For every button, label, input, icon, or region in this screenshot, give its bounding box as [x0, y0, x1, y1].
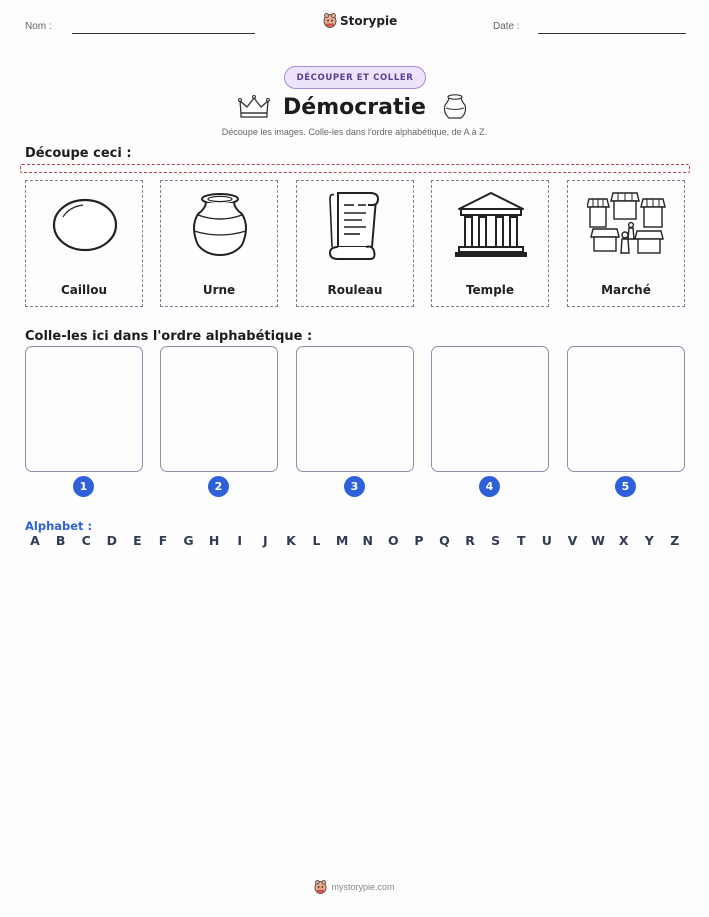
market-icon [587, 187, 667, 261]
alphabet-letter: X [618, 533, 629, 548]
mascot-icon [323, 13, 337, 28]
paste-slot-1[interactable] [25, 346, 143, 472]
alphabet-letter: K [286, 533, 296, 548]
alphabet-letter: C [81, 533, 91, 548]
paste-section-title: Colle-les ici dans l'ordre alphabétique : [25, 329, 313, 344]
pebble-icon [45, 187, 125, 261]
alphabet-title: Alphabet : [25, 519, 93, 533]
alphabet-letter: B [55, 533, 66, 548]
cut-section-title: Découpe ceci : [25, 146, 132, 161]
paste-slot-2[interactable] [160, 346, 278, 472]
footer [0, 880, 709, 894]
brand-name: Storypie [340, 13, 398, 28]
alphabet-letter: G [183, 533, 194, 548]
name-field-line[interactable] [72, 33, 255, 34]
card-label: Rouleau [327, 283, 383, 297]
instructions: Découpe les images. Colle-les dans l'ordre alphabétique, de A à Z. [221, 127, 488, 137]
alphabet-letter: O [387, 533, 399, 548]
paste-slot-5[interactable] [567, 346, 685, 472]
card-label: Caillou [60, 283, 108, 297]
alphabet-letter: Z [670, 533, 680, 548]
alphabet-letter: H [208, 533, 220, 548]
urn-icon [180, 187, 260, 261]
alphabet-letter: Q [439, 533, 450, 548]
slot-number-2: 2 [208, 476, 229, 497]
activity-badge: DÉCOUPER ET COLLER [284, 66, 426, 89]
alphabet-letter: A [30, 533, 40, 548]
cut-card-urne[interactable] [160, 180, 278, 307]
crown-icon [237, 93, 271, 121]
name-label: Nom : [25, 21, 52, 32]
alphabet-letter: L [312, 533, 321, 548]
alphabet-letter: F [158, 533, 168, 548]
cut-card-temple[interactable] [431, 180, 549, 307]
slot-number-5: 5 [615, 476, 636, 497]
slot-number-4: 4 [479, 476, 500, 497]
alphabet-letter: T [517, 533, 526, 548]
temple-icon [451, 187, 531, 261]
alphabet-letter: N [362, 533, 373, 548]
date-label: Date : [493, 21, 520, 32]
mascot-icon [314, 880, 327, 894]
cut-card-rouleau[interactable] [296, 180, 414, 307]
storypie-logo [323, 13, 397, 28]
date-field-line[interactable] [538, 33, 686, 34]
slot-number-3: 3 [344, 476, 365, 497]
alphabet-letter: R [465, 533, 475, 548]
alphabet-letter: V [567, 533, 578, 548]
alphabet-letter: U [541, 533, 552, 548]
card-label: Urne [202, 283, 236, 297]
footer-url[interactable]: mystorypie.com [331, 882, 395, 892]
page-title: Démocratie [283, 94, 426, 120]
alphabet-letter: J [263, 533, 268, 548]
alphabet-row [25, 533, 685, 548]
paste-slot-3[interactable] [296, 346, 414, 472]
paste-slot-4[interactable] [431, 346, 549, 472]
alphabet-letter: S [491, 533, 501, 548]
slot-number-1: 1 [73, 476, 94, 497]
alphabet-letter: D [106, 533, 117, 548]
cut-card-marche[interactable] [567, 180, 685, 307]
alphabet-letter: W [591, 533, 605, 548]
card-label: Marché [601, 283, 651, 297]
card-label: Temple [465, 283, 515, 297]
title-row [0, 93, 709, 121]
cut-card-caillou[interactable] [25, 180, 143, 307]
pot-icon [438, 93, 472, 121]
scroll-icon [316, 187, 396, 261]
alphabet-letter: E [133, 533, 142, 548]
alphabet-letter: P [414, 533, 424, 548]
alphabet-letter: I [237, 533, 243, 548]
alphabet-letter: M [335, 533, 349, 548]
cut-line [20, 164, 690, 173]
alphabet-letter: Y [644, 533, 654, 548]
